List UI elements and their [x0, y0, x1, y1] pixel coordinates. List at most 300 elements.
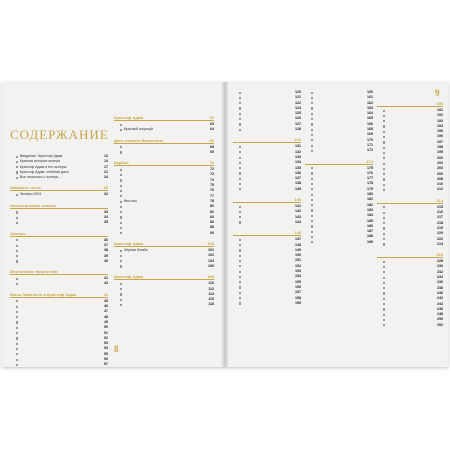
checkbox-icon — [120, 129, 122, 131]
checkbox-icon — [311, 150, 313, 152]
toc-entry — [10, 175, 108, 180]
toc-page-number: 133 — [295, 154, 301, 159]
toc-page-number: 219 — [437, 225, 443, 230]
toc-page-number: 54 — [104, 346, 108, 351]
toc-entry-title: Карбон — [114, 160, 129, 166]
checkbox-icon — [383, 266, 385, 268]
toc-entry — [377, 187, 443, 192]
checkbox-icon — [120, 201, 122, 203]
toc-page-number: 55 — [104, 351, 108, 356]
toc-page-number: 135 — [295, 165, 301, 170]
toc-page-number: 57 — [104, 362, 108, 367]
checkbox-icon — [239, 183, 241, 185]
toc-section-heading — [233, 195, 301, 203]
toc-page-number: 204 — [437, 166, 443, 171]
toc-page-number: 152 — [295, 263, 301, 268]
toc-page-number: 130 — [294, 137, 301, 143]
toc-page-number: 146 — [294, 230, 301, 236]
checkbox-icon — [383, 308, 385, 310]
toc-page-number: 159 — [295, 300, 301, 305]
toc-section-heading — [114, 136, 214, 144]
checkbox-icon — [311, 134, 313, 136]
toc-page-number: 77 — [210, 193, 214, 198]
checkbox-icon — [311, 172, 313, 174]
checkbox-icon — [383, 173, 385, 175]
toc-page-number: 88 — [210, 225, 214, 230]
toc-page-number: 169 — [367, 132, 373, 137]
checkbox-icon — [120, 260, 122, 262]
checkbox-icon — [383, 324, 385, 326]
toc-page-number: 21 — [104, 169, 108, 174]
toc-entry — [10, 362, 108, 367]
toc-page-number: 242 — [437, 296, 443, 301]
toc-page-number: 142 — [295, 209, 301, 214]
checkbox-icon — [383, 141, 385, 143]
checkbox-icon — [120, 265, 122, 267]
toc-page-number: 147 — [295, 237, 301, 242]
checkbox-icon — [311, 97, 313, 99]
checkbox-icon — [239, 239, 241, 241]
checkbox-icon — [311, 178, 313, 180]
checkbox-icon — [383, 120, 385, 122]
toc-entry-title: Кристоф Адам — [114, 274, 144, 280]
checkbox-icon — [383, 287, 385, 289]
checkbox-icon — [120, 190, 122, 192]
toc-page-number: 90 — [210, 230, 214, 235]
toc-page-number: 80 — [210, 204, 214, 209]
checkbox-icon — [239, 102, 241, 104]
toc-page-number: 126 — [295, 116, 301, 121]
toc-page-number: 177 — [367, 176, 373, 181]
toc-entry — [233, 187, 301, 192]
toc-page-number: 46 — [104, 304, 108, 309]
checkbox-icon — [383, 243, 385, 245]
checkbox-icon — [16, 327, 18, 329]
checkbox-icon — [16, 250, 18, 252]
checkbox-icon — [239, 188, 241, 190]
toc-page-number: 48 — [104, 314, 108, 319]
checkbox-icon — [383, 277, 385, 279]
checkbox-icon — [120, 227, 122, 229]
toc-page-number: 154 — [295, 274, 301, 279]
toc-page-number: 160 — [367, 90, 373, 94]
checkbox-icon — [120, 195, 122, 197]
toc-page-number: 112 — [208, 286, 214, 291]
checkbox-icon — [383, 212, 385, 214]
toc-entry — [305, 240, 373, 245]
checkbox-icon — [239, 129, 241, 131]
checkbox-icon — [239, 265, 241, 267]
toc-entry — [114, 302, 214, 307]
checkbox-icon — [311, 241, 313, 243]
toc-page-number: 178 — [367, 181, 373, 186]
checkbox-icon — [239, 178, 241, 180]
checkbox-icon — [311, 167, 313, 169]
toc-page-number: 150 — [295, 253, 301, 258]
checkbox-icon — [383, 271, 385, 273]
checkbox-icon — [383, 136, 385, 138]
toc-page-number: 34 — [104, 215, 108, 220]
toc-page-number: 124 — [295, 105, 301, 110]
toc-entry-title: Кристоф Адам — [114, 115, 144, 120]
checkbox-icon — [120, 174, 122, 176]
toc-page-number: 208 — [437, 176, 443, 181]
checkbox-icon — [16, 306, 18, 308]
checkbox-icon — [383, 238, 385, 240]
checkbox-icon — [311, 139, 313, 141]
toc-entry — [114, 127, 214, 132]
toc-section-heading — [233, 228, 301, 236]
checkbox-icon — [311, 107, 313, 109]
toc-page-number: 230 — [437, 264, 443, 269]
toc-entry — [377, 323, 443, 328]
toc-page-number: 125 — [295, 111, 301, 116]
toc-column-1 — [10, 154, 108, 367]
toc-page-number: 218 — [437, 220, 443, 225]
toc-page-number: 200 — [437, 155, 443, 160]
page-number-right: 9 — [435, 88, 440, 98]
toc-page-number: 137 — [295, 176, 301, 181]
checkbox-icon — [239, 249, 241, 251]
toc-entry — [233, 127, 301, 132]
toc-page-number: 168 — [367, 127, 373, 132]
toc-page-number: 175 — [367, 165, 373, 170]
checkbox-icon — [239, 216, 241, 218]
toc-page-number: 176 — [367, 170, 373, 175]
toc-column-2 — [114, 110, 214, 360]
toc-section-heading — [233, 135, 301, 143]
toc-page-number: 139 — [295, 186, 301, 191]
checkbox-icon — [311, 188, 313, 190]
checkbox-icon — [16, 321, 18, 323]
checkbox-icon — [383, 206, 385, 208]
toc-page-number: 47 — [104, 309, 108, 314]
toc-page-number: 171 — [367, 142, 373, 147]
toc-page-number: 181 — [367, 197, 373, 202]
toc-page-number: 156 — [295, 284, 301, 289]
toc-page-number: 193 — [437, 118, 443, 123]
checkbox-icon — [120, 288, 122, 290]
toc-page-number: 62 — [209, 115, 214, 120]
checkbox-icon — [16, 311, 18, 313]
toc-page-number: 131 — [295, 144, 301, 149]
toc-page-number: 180 — [367, 192, 373, 197]
toc-entry — [233, 220, 301, 225]
checkbox-icon — [383, 298, 385, 300]
toc-entry — [233, 301, 301, 306]
checkbox-icon — [239, 113, 241, 115]
checkbox-icon — [311, 225, 313, 227]
checkbox-icon — [383, 152, 385, 154]
toc-page-number: 202 — [437, 160, 443, 165]
toc-page-number: 24 — [104, 175, 108, 180]
toc-section-heading — [305, 157, 373, 165]
checkbox-icon — [239, 281, 241, 283]
toc-page-number: 36 — [104, 237, 108, 242]
toc-entry — [377, 242, 443, 247]
checkbox-icon — [120, 179, 122, 181]
toc-page-number: 38 — [104, 248, 108, 253]
checkbox-icon — [383, 184, 385, 186]
toc-page-number: 187 — [367, 229, 373, 234]
toc-page-number: 155 — [295, 279, 301, 284]
checkbox-icon — [16, 359, 18, 361]
toc-page-number: 151 — [295, 258, 301, 263]
toc-entry-title: Красный поцелуй — [123, 127, 153, 132]
toc-page-number: 120 — [295, 90, 301, 94]
checkbox-icon — [120, 299, 122, 301]
toc-page-number: 143 — [295, 214, 301, 219]
checkbox-icon — [239, 292, 241, 294]
toc-page-number: 192 — [437, 113, 443, 118]
toc-page-number: 226 — [436, 252, 443, 258]
checkbox-icon — [311, 118, 313, 120]
toc-section-heading — [10, 290, 108, 298]
toc-page-number: 114 — [208, 291, 214, 296]
toc-section-heading — [377, 196, 443, 204]
open-book — [2, 82, 448, 367]
toc-page-number: 186 — [367, 223, 373, 228]
toc-page-number: 222 — [437, 236, 443, 241]
toc-page-number: 232 — [437, 269, 443, 274]
toc-entry-title: Все началось с эклера... — [19, 175, 61, 180]
toc-page-number: 69 — [210, 149, 214, 154]
toc-page-number: 158 — [295, 295, 301, 300]
toc-page-number: 228 — [437, 259, 443, 264]
toc-page-number: 240 — [437, 290, 443, 295]
toc-page-number: 238 — [437, 285, 443, 290]
toc-page-number: 53 — [104, 341, 108, 346]
checkbox-icon — [311, 194, 313, 196]
checkbox-icon — [120, 232, 122, 234]
checkbox-icon — [16, 211, 18, 213]
toc-page-number: 110 — [208, 281, 214, 286]
toc-entry-title: Июль Лавильон и Кристоф Адам — [10, 291, 77, 297]
toc-entry-title: Введение. Кристоф Адам — [19, 154, 63, 158]
checkbox-icon — [16, 245, 18, 247]
toc-entry — [10, 220, 108, 225]
toc-page-number: 45 — [104, 298, 108, 303]
toc-page-number: 127 — [295, 121, 301, 126]
toc-entry — [10, 192, 108, 197]
toc-page-number: 194 — [437, 123, 443, 128]
toc-page-number: 17 — [104, 164, 108, 169]
toc-section-heading — [114, 113, 214, 121]
toc-page-number: 182 — [367, 202, 373, 207]
checkbox-icon — [239, 146, 241, 148]
toc-page-number: 183 — [367, 207, 373, 212]
toc-page-number: 51 — [104, 330, 108, 335]
checkbox-icon — [383, 319, 385, 321]
toc-page-number: 74 — [210, 177, 214, 182]
checkbox-icon — [311, 204, 313, 206]
checkbox-icon — [120, 124, 122, 126]
toc-page-number: 196 — [437, 134, 443, 139]
toc-page-number: 104 — [208, 258, 214, 263]
toc-page-number: 157 — [295, 290, 301, 295]
toc-entry — [114, 150, 214, 155]
toc-page-number: 35 — [104, 220, 108, 225]
checkbox-icon — [120, 146, 122, 148]
toc-entry-title: Эклеры — [10, 230, 26, 236]
checkbox-icon — [311, 113, 313, 115]
toc-page-number: 76 — [210, 188, 214, 193]
toc-page-number: 78 — [210, 198, 214, 203]
checkbox-icon — [239, 151, 241, 153]
toc-entry-title: Эклеры 2001 — [19, 192, 42, 197]
toc-page-number: 68 — [210, 144, 214, 149]
toc-page-number: 174 — [366, 158, 373, 164]
checkbox-icon — [383, 168, 385, 170]
checkbox-icon — [383, 163, 385, 165]
toc-entry-title: Фисташ — [123, 198, 137, 203]
toc-page-number: 49 — [104, 319, 108, 324]
checkbox-icon — [311, 209, 313, 211]
checkbox-icon — [239, 221, 241, 223]
checkbox-icon — [311, 183, 313, 185]
toc-entry — [10, 259, 108, 264]
toc-page-number: 32 — [104, 192, 108, 197]
toc-section-heading — [10, 201, 108, 209]
checkbox-icon — [239, 162, 241, 164]
toc-page-number: 210 — [437, 182, 443, 187]
checkbox-icon — [311, 102, 313, 104]
checkbox-icon — [383, 222, 385, 224]
toc-section-heading — [10, 267, 108, 275]
toc-entry-title: Многоликие творчества — [10, 269, 58, 275]
toc-page-number: 153 — [295, 269, 301, 274]
toc-page-number: 195 — [437, 129, 443, 134]
checkbox-icon — [239, 167, 241, 169]
checkbox-icon — [239, 157, 241, 159]
checkbox-icon — [383, 125, 385, 127]
toc-page-number: 12 — [104, 154, 108, 158]
toc-page-number: 234 — [437, 275, 443, 280]
checkbox-icon — [16, 343, 18, 345]
checkbox-icon — [311, 236, 313, 238]
toc-page-number: 102 — [208, 253, 214, 258]
book-gutter — [221, 82, 229, 367]
toc-page-number: 217 — [437, 215, 443, 220]
checkbox-icon — [16, 166, 18, 168]
toc-page-number: 66 — [209, 137, 214, 143]
checkbox-icon — [16, 316, 18, 318]
checkbox-icon — [120, 185, 122, 187]
toc-page-number: 166 — [367, 121, 373, 126]
checkbox-icon — [239, 118, 241, 120]
checkbox-icon — [311, 215, 313, 217]
toc-page-number: 148 — [295, 242, 301, 247]
checkbox-icon — [239, 286, 241, 288]
checkbox-icon — [311, 123, 313, 125]
toc-page-number: 33 — [104, 209, 108, 214]
toc-page-number: 101 — [208, 248, 214, 253]
toc-page-number: 73 — [210, 172, 214, 177]
toc-page-number: 44 — [103, 291, 108, 297]
toc-page-number: 132 — [295, 149, 301, 154]
toc-entry-title: Чёрная бомба — [123, 248, 148, 253]
toc-page-number: 191 — [437, 108, 443, 112]
toc-entry — [114, 264, 214, 269]
checkbox-icon — [16, 278, 18, 280]
toc-page-number: 163 — [367, 105, 373, 110]
page-number-left: 8 — [114, 344, 119, 354]
toc-page-number: 56 — [104, 357, 108, 362]
toc-page-number: 64 — [210, 127, 214, 132]
toc-page-number: 206 — [437, 171, 443, 176]
checkbox-icon — [383, 233, 385, 235]
checkbox-icon — [16, 364, 18, 366]
toc-page-number: 248 — [437, 312, 443, 317]
toc-page-number: 214 — [436, 197, 443, 203]
toc-page-number: 121 — [295, 95, 301, 100]
toc-page-number: 170 — [367, 137, 373, 142]
toc-entry — [114, 231, 214, 236]
toc-page-number: 199 — [437, 150, 443, 155]
toc-entry-title: Кристоф Адам и его эклеры — [19, 164, 67, 169]
toc-page-number: 128 — [295, 127, 301, 132]
checkbox-icon — [383, 227, 385, 229]
toc-section-heading — [10, 183, 108, 191]
toc-page-number: 43 — [104, 281, 108, 286]
toc-page-number: 246 — [437, 306, 443, 311]
toc-section-heading — [377, 99, 443, 107]
toc-page-number: 52 — [104, 335, 108, 340]
checkbox-icon — [120, 304, 122, 306]
toc-page-number: 122 — [295, 100, 301, 105]
toc-page-number: 106 — [208, 263, 214, 268]
toc-page-number: 216 — [437, 210, 443, 215]
checkbox-icon — [120, 169, 122, 171]
toc-page-number: 25 — [103, 185, 108, 191]
toc-page-number: 198 — [437, 145, 443, 150]
toc-page-number: 172 — [367, 148, 373, 153]
checkbox-icon — [239, 172, 241, 174]
checkbox-icon — [16, 283, 18, 285]
toc-entry — [10, 281, 108, 286]
toc-page-number: 84 — [210, 214, 214, 219]
toc-page-number: 189 — [367, 239, 373, 244]
toc-page-number: 179 — [367, 186, 373, 191]
checkbox-icon — [383, 292, 385, 294]
toc-page-number: 197 — [437, 139, 443, 144]
checkbox-icon — [383, 217, 385, 219]
toc-page-number: 116 — [208, 297, 214, 302]
toc-page-number: 185 — [367, 218, 373, 223]
toc-entry-title: Кристоф Адам — [114, 241, 144, 247]
checkbox-icon — [16, 300, 18, 302]
checkbox-icon — [120, 250, 122, 252]
toc-section-heading — [114, 239, 214, 247]
toc-page-number: 140 — [294, 197, 301, 203]
toc-page-number: 50 — [104, 325, 108, 330]
checkbox-icon — [383, 314, 385, 316]
toc-page-number: 144 — [295, 219, 301, 224]
toc-section-heading — [10, 229, 108, 237]
checkbox-icon — [311, 129, 313, 131]
checkbox-icon — [311, 231, 313, 233]
toc-page-number: 70 — [209, 160, 214, 166]
checkbox-icon — [16, 156, 18, 158]
checkbox-icon — [239, 97, 241, 99]
toc-page-number: 190 — [436, 101, 443, 106]
toc-entry — [305, 148, 373, 153]
toc-page-number: 164 — [367, 111, 373, 116]
toc-page-number: 141 — [295, 204, 301, 209]
checkbox-icon — [239, 244, 241, 246]
checkbox-icon — [311, 92, 313, 94]
checkbox-icon — [120, 216, 122, 218]
